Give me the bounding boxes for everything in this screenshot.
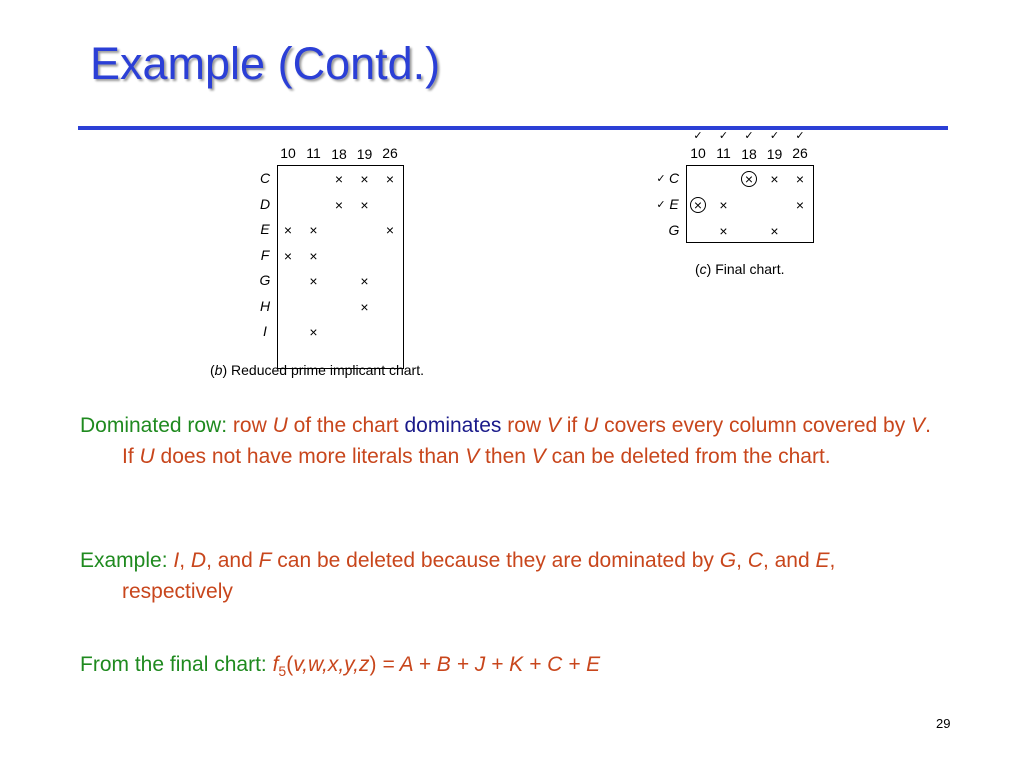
row-label: E: [669, 196, 679, 212]
chart-c-caption: (c) Final chart.: [695, 261, 785, 277]
row-label: G: [668, 222, 680, 238]
column-label: 26: [382, 145, 398, 161]
final-chart: [650, 128, 830, 248]
row-label: C: [259, 170, 271, 186]
column-label: 18: [741, 146, 757, 162]
cover-mark: ×: [360, 196, 369, 213]
essential-circle: [690, 197, 706, 213]
row-label: D: [259, 195, 271, 212]
cover-mark: ×: [334, 171, 344, 187]
page-number: 29: [936, 716, 951, 731]
reduced-prime-implicant-chart: [250, 140, 420, 350]
row-label: E: [260, 221, 270, 237]
cover-mark: ×: [309, 222, 318, 238]
row-check-mark: ✓: [656, 199, 666, 211]
cover-mark: ×: [795, 171, 805, 187]
column-check-mark: ✓: [769, 130, 780, 142]
column-label: 11: [716, 145, 731, 161]
cover-mark: ×: [385, 222, 395, 238]
cover-mark: ×: [719, 223, 728, 239]
row-check-mark: ✓: [656, 173, 666, 185]
cover-mark: ×: [309, 273, 318, 289]
column-label: 10: [280, 145, 296, 161]
cover-mark: ×: [360, 273, 369, 289]
column-label: 19: [766, 146, 783, 162]
cover-mark: ×: [309, 247, 318, 264]
cover-mark: ×: [283, 247, 293, 264]
cover-mark: ×: [770, 223, 779, 239]
cover-mark: ×: [309, 324, 318, 340]
column-check-mark: ✓: [744, 130, 754, 142]
cover-mark: ×: [334, 196, 344, 213]
cover-mark: ×: [385, 171, 395, 187]
column-check-mark: ✓: [795, 130, 805, 142]
slide-title: Example (Contd.): [90, 38, 441, 89]
row-label: G: [259, 272, 271, 288]
row-label: F: [260, 246, 270, 263]
cover-mark: ×: [693, 197, 703, 213]
cover-mark: ×: [360, 171, 369, 187]
row-label: H: [259, 297, 271, 314]
column-check-mark: ✓: [693, 130, 703, 142]
column-label: 19: [356, 146, 373, 162]
chart-b-caption: (b) Reduced prime implicant chart.: [210, 362, 424, 378]
paragraph-example: Example: I, D, and F can be deleted because they are dominated by G, C, and E, respectively: [80, 549, 836, 603]
column-label: 26: [792, 145, 808, 161]
cover-mark: ×: [719, 197, 728, 213]
cover-mark: ×: [795, 197, 805, 213]
row-label: C: [668, 170, 680, 186]
paragraph-final-chart: From the final chart: $f_5(v,w,x,y,z) = A + B + J + K + C + E$: [80, 653, 601, 680]
column-label: 11: [306, 145, 321, 161]
cover-mark: ×: [770, 171, 779, 187]
cover-mark: ×: [360, 298, 369, 315]
column-label: 18: [331, 146, 347, 162]
row-label: I: [263, 323, 267, 339]
paragraph-dominated-row: Dominated row: row U of the chart dominates row V if U covers every column covered by V. If U does not have more literals than V then V can be deleted from the chart.: [80, 414, 931, 468]
column-label: 10: [690, 145, 706, 161]
cover-mark: ×: [283, 222, 293, 238]
cover-mark: ×: [744, 171, 754, 187]
essential-circle: [741, 171, 757, 187]
column-check-mark: ✓: [718, 130, 729, 142]
